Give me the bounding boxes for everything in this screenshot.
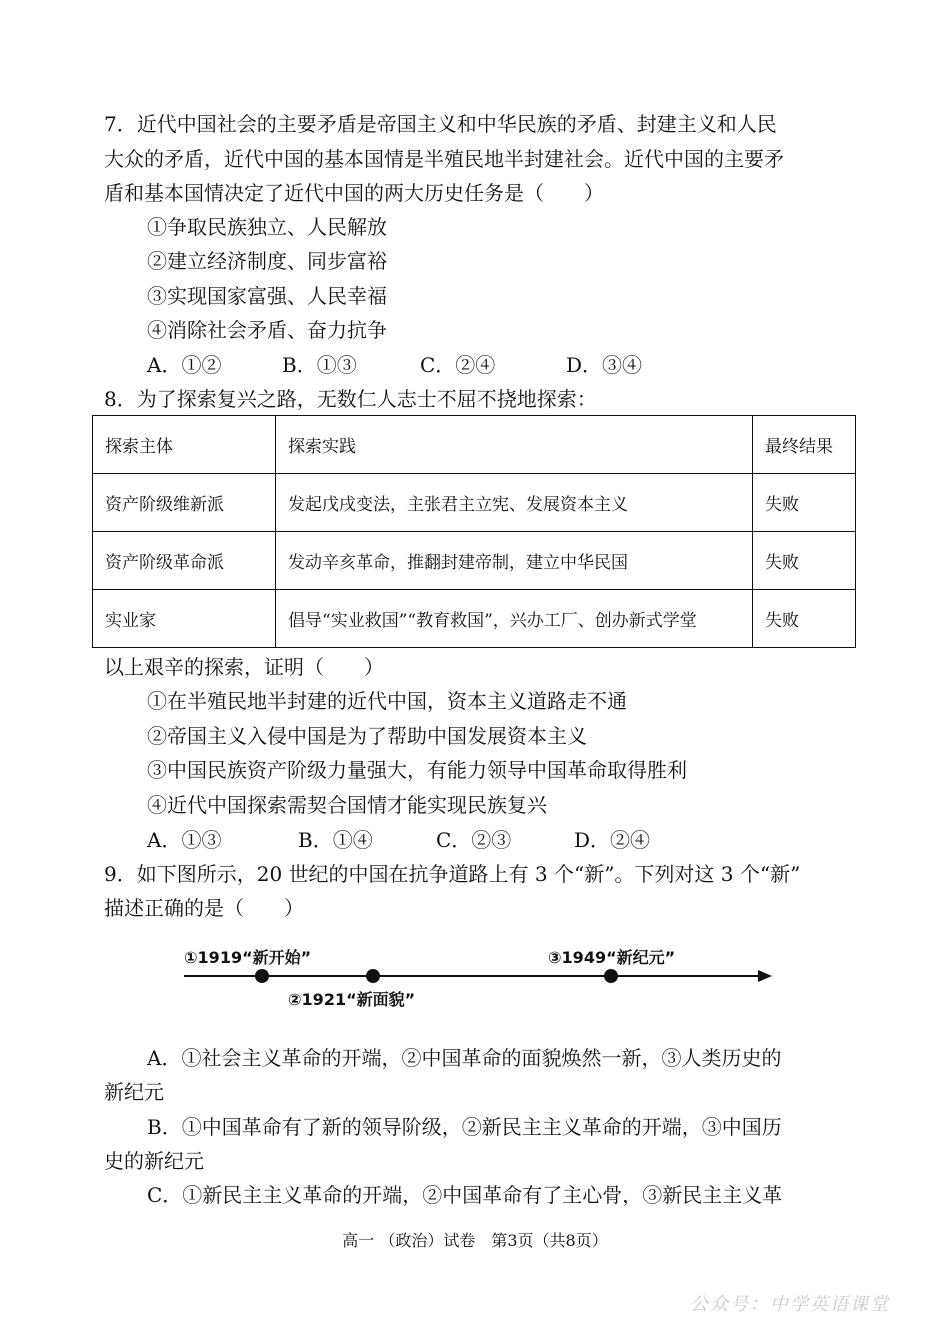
page-footer: 高一 （政治）试卷 第3页（共8页） (342, 1231, 608, 1250)
table-cell: 失败 (753, 474, 856, 532)
table-header-cell: 探索实践 (276, 416, 753, 474)
table-row (93, 532, 856, 590)
q9-stem-line-2: 描述正确的是（ ） (104, 896, 304, 920)
timeline-label-1949: ③1949“新纪元” (548, 948, 676, 967)
q7-item-4: ④消除社会矛盾、奋力抗争 (147, 318, 387, 342)
table-row (93, 590, 856, 648)
table-header-cell: 探索主体 (93, 416, 276, 474)
table-cell: 失败 (753, 590, 856, 648)
q7-item-3: ③实现国家富强、人民幸福 (147, 284, 387, 308)
table-cell: 资产阶级维新派 (93, 474, 276, 532)
timeline-dot-1921 (366, 969, 380, 983)
table-header-row (93, 416, 856, 474)
q9-option-b-line-1: B．①中国革命有了新的领导阶级，②新民主主义革命的开端，③中国历 (147, 1115, 782, 1139)
q7-stem-line-3: 盾和基本国情决定了近代中国的两大历史任务是（ ） (104, 181, 604, 205)
q7-option-c: C．②④ (420, 353, 496, 377)
q8-item-1: ①在半殖民地半封建的近代中国，资本主义道路走不通 (147, 689, 627, 713)
q8-option-b: B．①④ (298, 828, 373, 852)
q8-option-c: C．②③ (436, 828, 512, 852)
timeline-arrowhead (758, 970, 772, 982)
q9-option-c-line-1: C．①新民主主义革命的开端，②中国革命有了主心骨，③新民主主义革 (147, 1183, 783, 1207)
watermark: 公众号：中学英语课堂 (690, 1294, 890, 1315)
q7-option-a: A．①② (147, 353, 222, 377)
q9-option-b-line-2: 史的新纪元 (104, 1149, 204, 1173)
q8-item-2: ②帝国主义入侵中国是为了帮助中国发展资本主义 (147, 724, 587, 748)
table-cell: 发起戊戌变法，主张君主立宪、发展资本主义 (276, 474, 753, 532)
exploration-table (92, 415, 856, 648)
timeline-axis (184, 975, 762, 977)
q7-stem-line-1: 7．近代中国社会的主要矛盾是帝国主义和中华民族的矛盾、封建主义和人民 (104, 112, 777, 136)
q8-item-3: ③中国民族资产阶级力量强大，有能力领导中国革命取得胜利 (147, 758, 687, 782)
q7-option-d: D．③④ (566, 353, 643, 377)
timeline-dot-1919 (255, 969, 269, 983)
q7-option-b: B．①③ (282, 353, 357, 377)
table-header-cell: 最终结果 (753, 416, 856, 474)
q8-stem: 8．为了探索复兴之路，无数仁人志士不屈不挠地探索： (104, 387, 597, 411)
table-cell: 倡导“实业救国”“教育救国”，兴办工厂、创办新式学堂 (276, 590, 753, 648)
table-row (93, 474, 856, 532)
q9-option-a-line-2: 新纪元 (104, 1080, 164, 1104)
timeline-label-1919: ①1919“新开始” (184, 948, 312, 967)
q8-after-table: 以上艰辛的探索，证明（ ） (104, 655, 384, 679)
q7-item-2: ②建立经济制度、同步富裕 (147, 249, 387, 273)
q7-stem-line-2: 大众的矛盾，近代中国的基本国情是半殖民地半封建社会。近代中国的主要矛 (104, 147, 784, 171)
q9-option-a-line-1: A．①社会主义革命的开端，②中国革命的面貌焕然一新，③人类历史的 (147, 1046, 782, 1070)
table-cell: 失败 (753, 532, 856, 590)
q8-option-a: A．①③ (147, 828, 222, 852)
q8-option-d: D．②④ (574, 828, 651, 852)
table-cell: 资产阶级革命派 (93, 532, 276, 590)
table-cell: 发动辛亥革命，推翻封建帝制，建立中华民国 (276, 532, 753, 590)
table-cell: 实业家 (93, 590, 276, 648)
timeline-dot-1949 (604, 969, 618, 983)
timeline-label-1921: ②1921“新面貌” (288, 990, 416, 1009)
q9-stem-line-1: 9．如下图所示，20 世纪的中国在抗争道路上有 3 个“新”。下列对这 3 个“新” (104, 862, 801, 886)
q7-item-1: ①争取民族独立、人民解放 (147, 215, 387, 239)
q8-item-4: ④近代中国探索需契合国情才能实现民族复兴 (147, 793, 547, 817)
